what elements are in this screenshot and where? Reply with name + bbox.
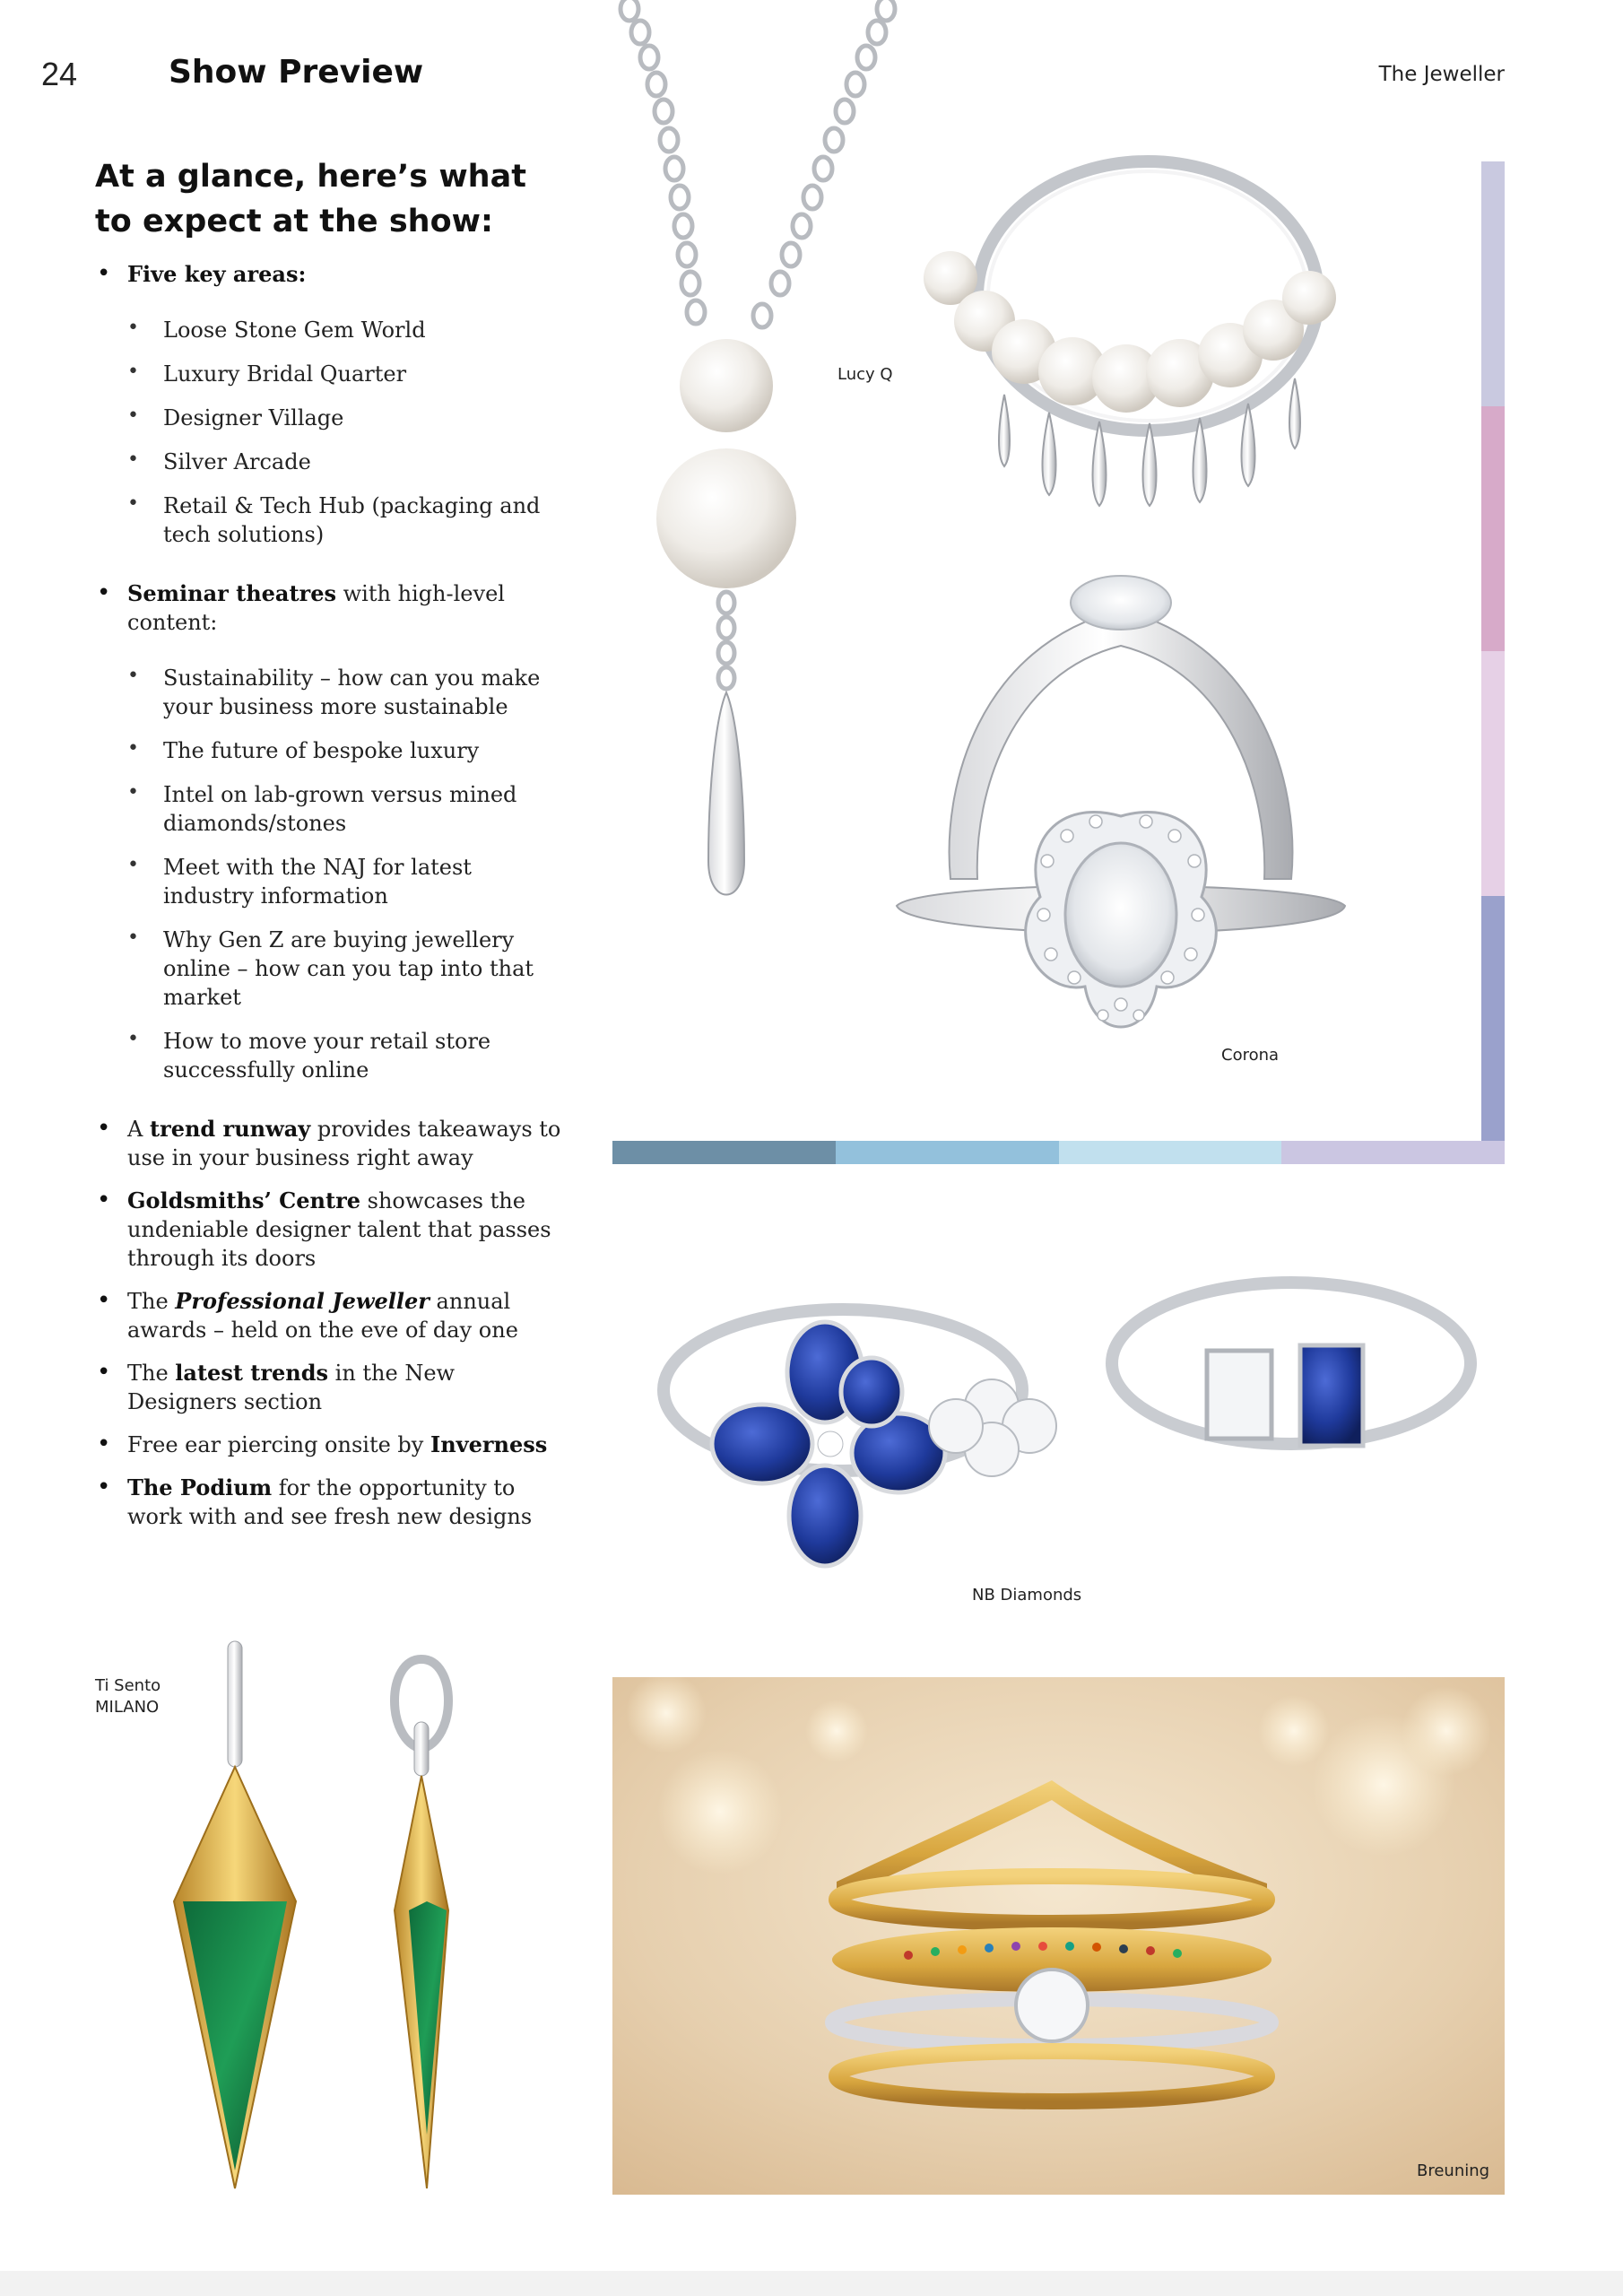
list-item: • A trend runway provides takeaways to use in your business right away	[95, 1115, 561, 1172]
list-item: • Retail & Tech Hub (packaging and tech solutions)	[127, 491, 561, 549]
colour-bar-segment	[836, 1141, 1059, 1164]
seminar-text: with high-level content:	[127, 581, 505, 635]
caption-ti-sento: Ti Sento MILANO	[95, 1676, 161, 1717]
page-bottom-edge	[0, 2271, 1623, 2296]
list-item: • Loose Stone Gem World	[127, 316, 561, 344]
feature-list	[95, 260, 561, 1545]
page-number: 24	[41, 56, 78, 92]
caption-corona: Corona	[1221, 1046, 1280, 1065]
list-item: • Intel on lab-grown versus mined diamonds/stones	[127, 780, 561, 838]
list-item: • Sustainability – how can you make your business more sustainable	[127, 664, 561, 721]
vertical-colour-bar	[1481, 161, 1505, 1141]
section-title: Show Preview	[169, 54, 424, 91]
key-areas-list	[127, 316, 561, 549]
article-heading: At a glance, here’s what to expect at the show:	[95, 159, 526, 239]
seminar-topics-list	[127, 664, 561, 1084]
pearl-ring-image	[915, 144, 1381, 520]
caption-breuning: Breuning	[1417, 2161, 1490, 2180]
list-item: • Luxury Bridal Quarter	[127, 360, 561, 388]
halo-diamond-ring-image	[888, 556, 1354, 1103]
colour-bar-segment	[1281, 1141, 1505, 1164]
colour-bar-segment	[1059, 1141, 1282, 1164]
caption-nb-diamonds: NB Diamonds	[972, 1586, 1082, 1605]
list-item: • Designer Village	[127, 404, 561, 432]
colour-bar-segment	[1481, 161, 1505, 406]
horizontal-colour-bar	[612, 1141, 1505, 1164]
list-item: • How to move your retail store successfully online	[127, 1027, 561, 1084]
list-item: • The Professional Jeweller annual awards – held on the eve of day one	[95, 1287, 561, 1344]
stacked-rings-photo	[612, 1677, 1505, 2195]
list-item: • The latest trends in the New Designers section	[95, 1359, 561, 1416]
list-item: • The future of bespoke luxury	[127, 736, 561, 765]
list-item	[95, 260, 561, 549]
malachite-earrings-image	[161, 1632, 520, 2206]
sapphire-rings-image	[655, 1274, 1488, 1605]
key-areas-label: Five key areas:	[127, 261, 307, 287]
list-item: • Why Gen Z are buying jewellery online – how can you tap into that market	[127, 926, 561, 1012]
colour-bar-segment	[1481, 651, 1505, 896]
colour-bar-segment	[612, 1141, 836, 1164]
seminar-label: Seminar theatres	[127, 580, 336, 606]
colour-bar-segment	[1481, 896, 1505, 1141]
list-item: • Goldsmiths’ Centre showcases the undeniable designer talent that passes through its doors	[95, 1187, 561, 1273]
pendant-necklace-image	[610, 0, 915, 924]
colour-bar-segment	[1481, 406, 1505, 651]
list-item: • The Podium for the opportunity to work with and see fresh new designs	[95, 1474, 561, 1531]
list-item	[95, 579, 561, 1084]
list-item: • Meet with the NAJ for latest industry information	[127, 853, 561, 910]
list-item: • Free ear piercing onsite by Inverness	[95, 1431, 561, 1459]
caption-lucy-q: Lucy Q	[838, 365, 893, 384]
publication-name: The Jeweller	[1378, 63, 1505, 86]
list-item: • Silver Arcade	[127, 448, 561, 476]
